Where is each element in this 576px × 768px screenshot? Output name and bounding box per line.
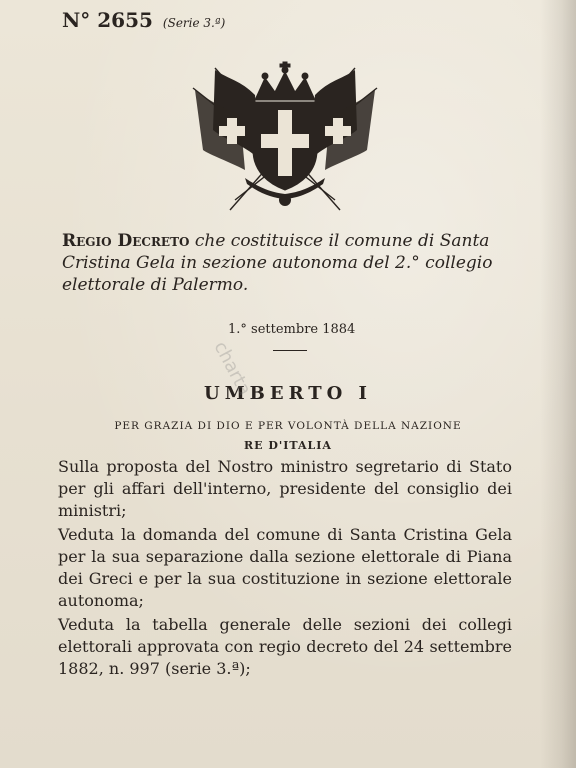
king-name: UMBERTO I (204, 383, 372, 404)
body-paragraph: Veduta la domanda del comune di Santa Cristina Gela per la sua separazione dalla sezione elettorale di Piana dei Greci e per la sua costituzione in sezione elettorale autonoma; (58, 525, 512, 610)
decree-body (58, 456, 512, 682)
king-title: RE D'ITALIA (244, 439, 332, 452)
decree-number-line (62, 8, 225, 32)
decree-date: 1.° settembre 1884 (228, 322, 356, 337)
decree-serie: (Serie 3.ª) (162, 16, 226, 30)
watermark: charta (209, 338, 256, 399)
decree-title-text: che costituisce il comune di Santa Cristina Gela in sezione autonoma del 2.° collegio elettorale di Palermo. (62, 231, 493, 295)
decree-title-lead: Regio Decreto (62, 231, 190, 251)
divider-rule (273, 350, 307, 351)
king-grace-line: PER GRAZIA DI DIO E PER VOLONTÀ DELLA NAZIONE (114, 420, 462, 432)
decree-number: N° 2655 (62, 8, 153, 32)
body-paragraph: Sulla proposta del Nostro ministro segretario di Stato per gli affari dell'interno, presidente del consiglio dei ministri; (58, 457, 512, 520)
body-paragraph: Veduta la tabella generale delle sezioni dei collegi elettorali approvata con regio decreto del 24 settembre 1882, n. 997 (serie 3.ª); (58, 615, 512, 678)
savoy-coat-of-arms-with-flags-icon (185, 60, 385, 220)
decree-title (62, 230, 522, 296)
